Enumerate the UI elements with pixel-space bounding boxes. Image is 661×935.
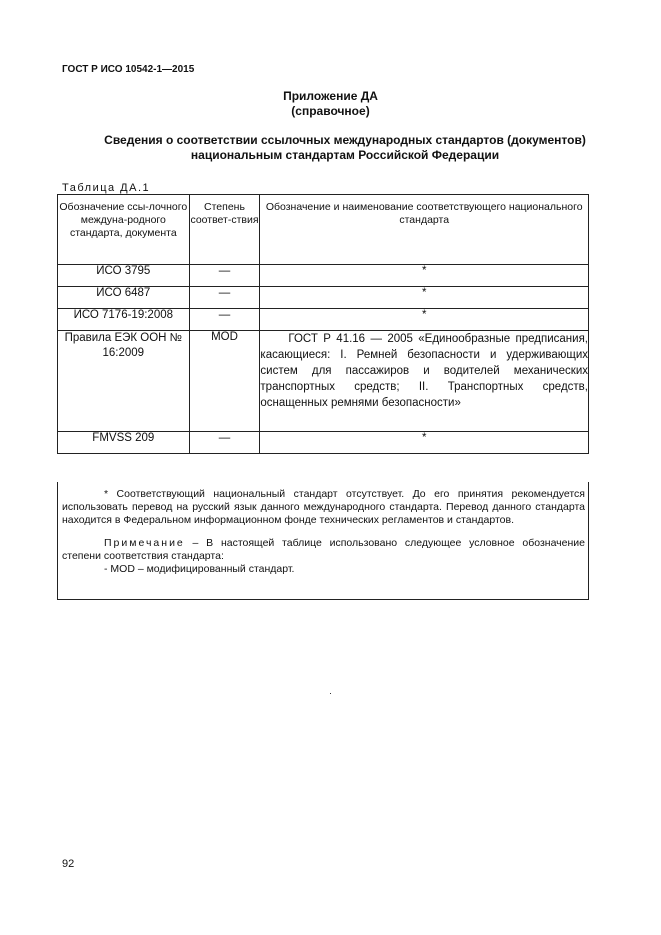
note xyxy=(62,537,585,563)
cell-reference: ИСО 3795 xyxy=(58,265,190,287)
table-notes xyxy=(57,482,589,600)
cell-reference: ИСО 6487 xyxy=(58,287,190,309)
table-caption: Таблица ДА.1 xyxy=(62,182,151,194)
header-national-standard: Обозначение и наименование соответствующего национального стандарта xyxy=(260,195,589,265)
cell-degree: — xyxy=(189,265,260,287)
cell-national: ГОСТ Р 41.16 — 2005 «Единообразные предписания, касающиеся: I. Ремней безопасности и удерживающих систем для пассажиров и водителей механических транспортных средств; II. Транспортных средств, оснащенных ремнями безопасности» xyxy=(260,331,589,432)
cell-degree: MOD xyxy=(189,331,260,432)
cell-national: * xyxy=(260,265,589,287)
cell-reference: Правила ЕЭК ООН № 16:2009 xyxy=(58,331,190,432)
table-row xyxy=(58,432,589,454)
table-row xyxy=(58,331,589,432)
annex-heading: Сведения о соответствии ссылочных международных стандартов (документов) национальным стандартам Российской Федерации xyxy=(104,133,586,162)
document-code: ГОСТ Р ИСО 10542-1—2015 xyxy=(62,64,195,75)
cell-national: * xyxy=(260,287,589,309)
table-row xyxy=(58,309,589,331)
cell-national: * xyxy=(260,309,589,331)
cell-national: * xyxy=(260,432,589,454)
cell-degree: — xyxy=(189,432,260,454)
page-number: 92 xyxy=(62,858,75,870)
note-text: – В настоящей таблице использовано следующее условное обозначение степени соответствия стандарта: xyxy=(62,537,585,562)
footnote: * Соответствующий национальный стандарт отсутствует. До его принятия рекомендуется использовать перевод на русский язык данного международного стандарта. Перевод данного стандарта находится в Федеральном информационном фонде технических регламентов и стандартов. xyxy=(62,488,585,526)
table-row xyxy=(58,287,589,309)
correspondence-table xyxy=(57,194,589,454)
annex-subtitle: (справочное) xyxy=(291,104,370,118)
table-header-row xyxy=(58,195,589,265)
header-reference-standard: Обозначение ссы-лочного междуна-родного стандарта, документа xyxy=(58,195,190,265)
table-row xyxy=(58,265,589,287)
cell-degree: — xyxy=(189,309,260,331)
note-item: - MOD – модифицированный стандарт. xyxy=(104,563,295,575)
stray-dot xyxy=(330,693,331,694)
cell-degree: — xyxy=(189,287,260,309)
annex-title: Приложение ДА xyxy=(283,89,378,103)
cell-reference: ИСО 7176-19:2008 xyxy=(58,309,190,331)
note-label: Примечание xyxy=(104,537,185,549)
cell-reference: FMVSS 209 xyxy=(58,432,190,454)
header-degree: Степень соответ-ствия xyxy=(189,195,260,265)
